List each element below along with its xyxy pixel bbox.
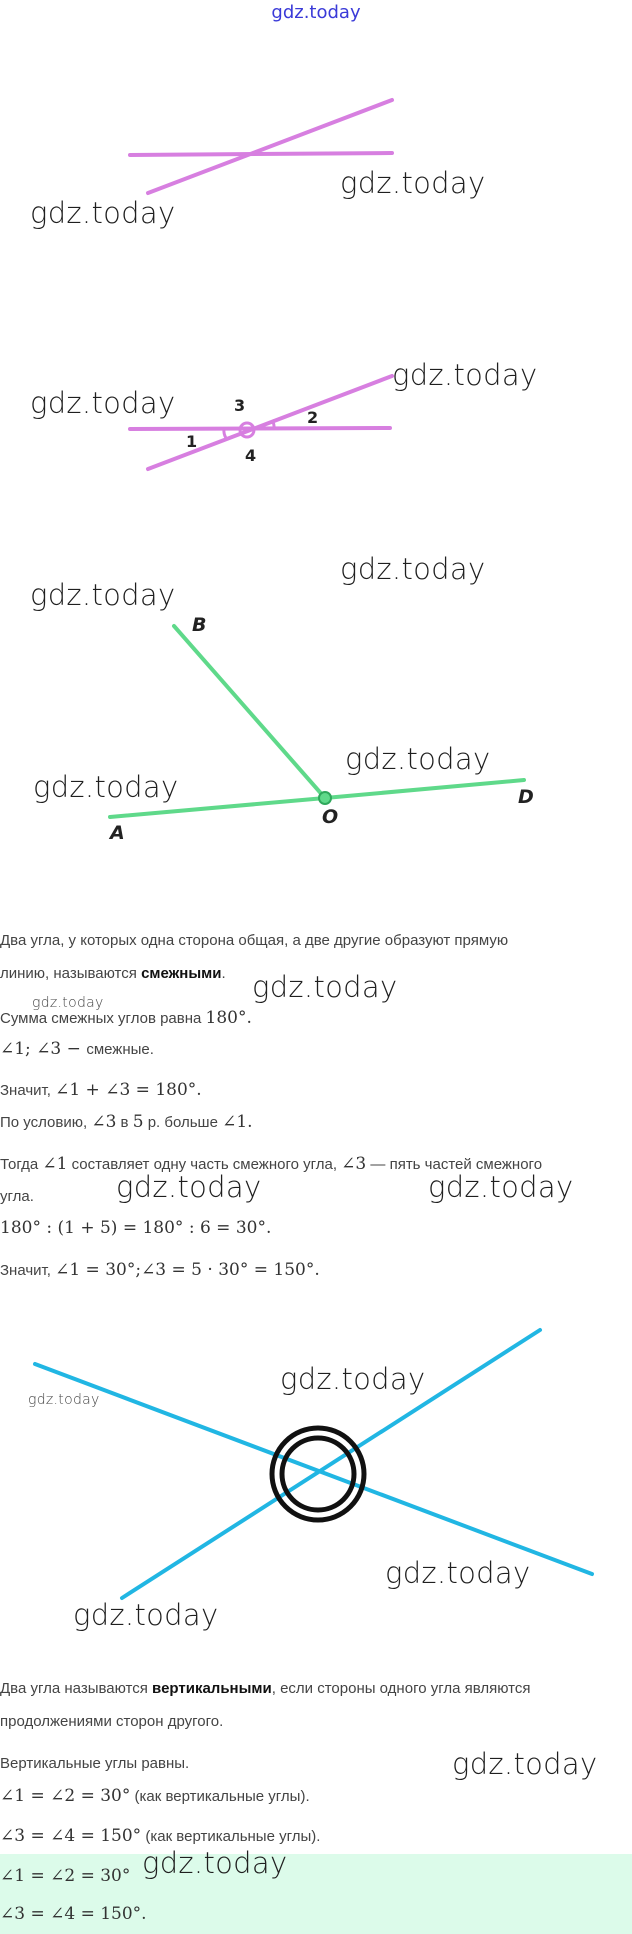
point-label-B: B xyxy=(192,614,207,636)
angle-label-4: 4 xyxy=(245,446,257,465)
line-horizontal xyxy=(130,153,392,155)
then-line-cont: угла. xyxy=(0,1188,34,1205)
angle-label-3: 3 xyxy=(234,396,246,415)
watermark: gdz.today xyxy=(385,1556,531,1590)
therefore-sum-line: Значит, ∠1 + ∠3 = 180°. xyxy=(0,1080,202,1100)
therefore-result-line: Значит, ∠1 = 30°;∠3 = 5 · 30° = 150°. xyxy=(0,1260,320,1280)
watermark: gdz.today xyxy=(428,1170,574,1204)
watermark: gdz.today xyxy=(30,386,176,420)
angle-label-2: 2 xyxy=(307,408,319,427)
watermark: gdz.today xyxy=(340,166,486,200)
line-slanted xyxy=(148,376,392,469)
watermark: gdz.today xyxy=(30,196,176,230)
adjacent-sum-line: Сумма смежных углов равна 180°. xyxy=(0,1008,252,1028)
point-label-O: O xyxy=(322,806,339,828)
then-line: Тогда ∠1 составляет одну часть смежного угла, ∠3 — пять частей смежного xyxy=(0,1154,543,1174)
watermark: gdz.today xyxy=(73,1598,219,1632)
definition-vertical-line2: продолжениями сторон другого. xyxy=(0,1713,224,1730)
calculation-line: 180° : (1 + 5) = 180° : 6 = 30°. xyxy=(0,1218,272,1238)
equation-1-line: ∠1 = ∠2 = 30° (как вертикальные углы). xyxy=(0,1786,310,1806)
watermark: gdz.today xyxy=(30,578,176,612)
adjacent-angles-line: ∠1; ∠3 − смежные. xyxy=(0,1039,154,1059)
watermark: gdz.today xyxy=(280,1362,426,1396)
watermark: gdz.today xyxy=(452,1747,598,1781)
angle-label-1: 1 xyxy=(186,432,198,451)
vertical-equal-line: Вертикальные углы равны. xyxy=(0,1755,190,1772)
definition-adjacent-line1: Два угла, у которых одна сторона общая, а две другие образуют прямую xyxy=(0,932,509,949)
answer-line-2: ∠3 = ∠4 = 150°. xyxy=(0,1904,147,1924)
definition-adjacent-line2: линию, называются смежными. xyxy=(0,965,226,982)
point-label-D: D xyxy=(518,786,534,808)
watermark: gdz.today xyxy=(252,970,398,1004)
watermark-small: gdz.today xyxy=(28,1392,100,1408)
watermark: gdz.today xyxy=(33,770,179,804)
answer-line-1: ∠1 = ∠2 = 30° xyxy=(0,1866,131,1886)
equation-2-line: ∠3 = ∠4 = 150° (как вертикальные углы). xyxy=(0,1826,321,1846)
watermark-small: gdz.today xyxy=(32,995,104,1011)
watermark: gdz.today xyxy=(345,742,491,776)
ray-OD xyxy=(325,780,524,798)
figure-vertical-angles xyxy=(0,1310,632,1610)
watermark: gdz.today xyxy=(142,1846,288,1880)
ray-OB xyxy=(174,626,325,798)
figure-adjacent-angles xyxy=(0,590,632,850)
top-watermark: gdz.today xyxy=(271,2,361,23)
watermark: gdz.today xyxy=(392,358,538,392)
watermark: gdz.today xyxy=(340,552,486,586)
vertex-O xyxy=(319,792,331,804)
condition-line: По условию, ∠3 в 5 р. больше ∠1. xyxy=(0,1112,253,1132)
point-label-A: A xyxy=(110,822,125,844)
definition-vertical-line1: Два угла называются вертикальными, если стороны одного угла являются xyxy=(0,1680,531,1697)
watermark: gdz.today xyxy=(116,1170,262,1204)
